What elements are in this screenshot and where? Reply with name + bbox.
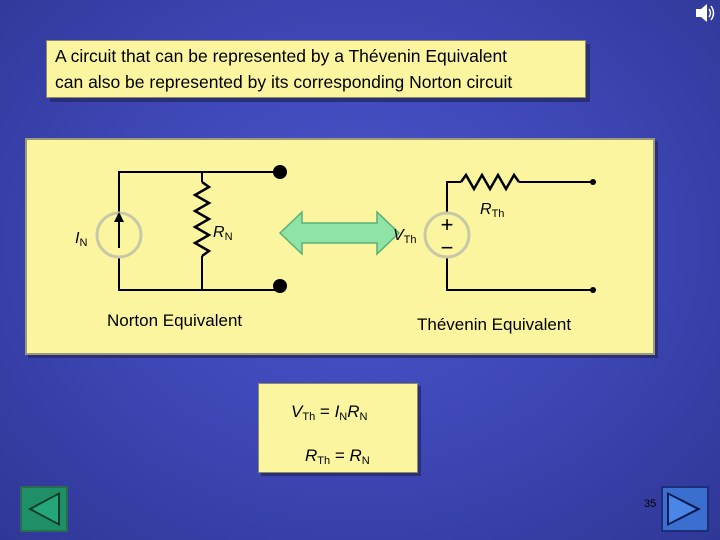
minus-sign: − <box>440 235 454 260</box>
equation-rth: $R_{Th} = R_N$ <box>305 446 370 467</box>
plus-sign: + <box>440 212 454 237</box>
previous-slide-button[interactable] <box>20 486 68 532</box>
equation-vth: $V_{Th} = I_NR_N$ <box>291 402 368 423</box>
thevenin-voltage-label: VTh <box>393 227 417 246</box>
circuit-panel <box>25 138 655 355</box>
norton-caption: Norton Equivalent <box>107 311 243 330</box>
next-slide-button[interactable] <box>661 486 709 532</box>
norton-bottom-wire <box>119 258 280 290</box>
norton-resistor-label: RN <box>213 224 233 243</box>
slide-title <box>46 40 586 98</box>
equivalence-arrow <box>280 212 399 254</box>
page-number: 35 <box>644 498 657 510</box>
norton-circuit <box>119 172 280 290</box>
speaker-icon[interactable] <box>694 2 716 24</box>
circuit-diagram <box>27 140 657 357</box>
thevenin-resistor <box>461 175 519 189</box>
voltage-source-icon <box>425 212 469 260</box>
thevenin-caption: Thévenin Equivalent <box>417 315 572 334</box>
equations-box <box>258 383 418 473</box>
norton-terminal-top <box>273 165 287 179</box>
norton-terminal-bottom <box>273 279 287 293</box>
thevenin-resistor-label: RTh <box>480 201 505 220</box>
title-line-1: A circuit that can be represented by a Thévenin Equivalent <box>55 46 508 66</box>
norton-resistor <box>195 182 209 256</box>
current-source-icon <box>97 212 141 257</box>
title-line-2: can also be represented by its corresponding Norton circuit <box>55 72 513 92</box>
norton-current-label: IN <box>75 230 88 249</box>
